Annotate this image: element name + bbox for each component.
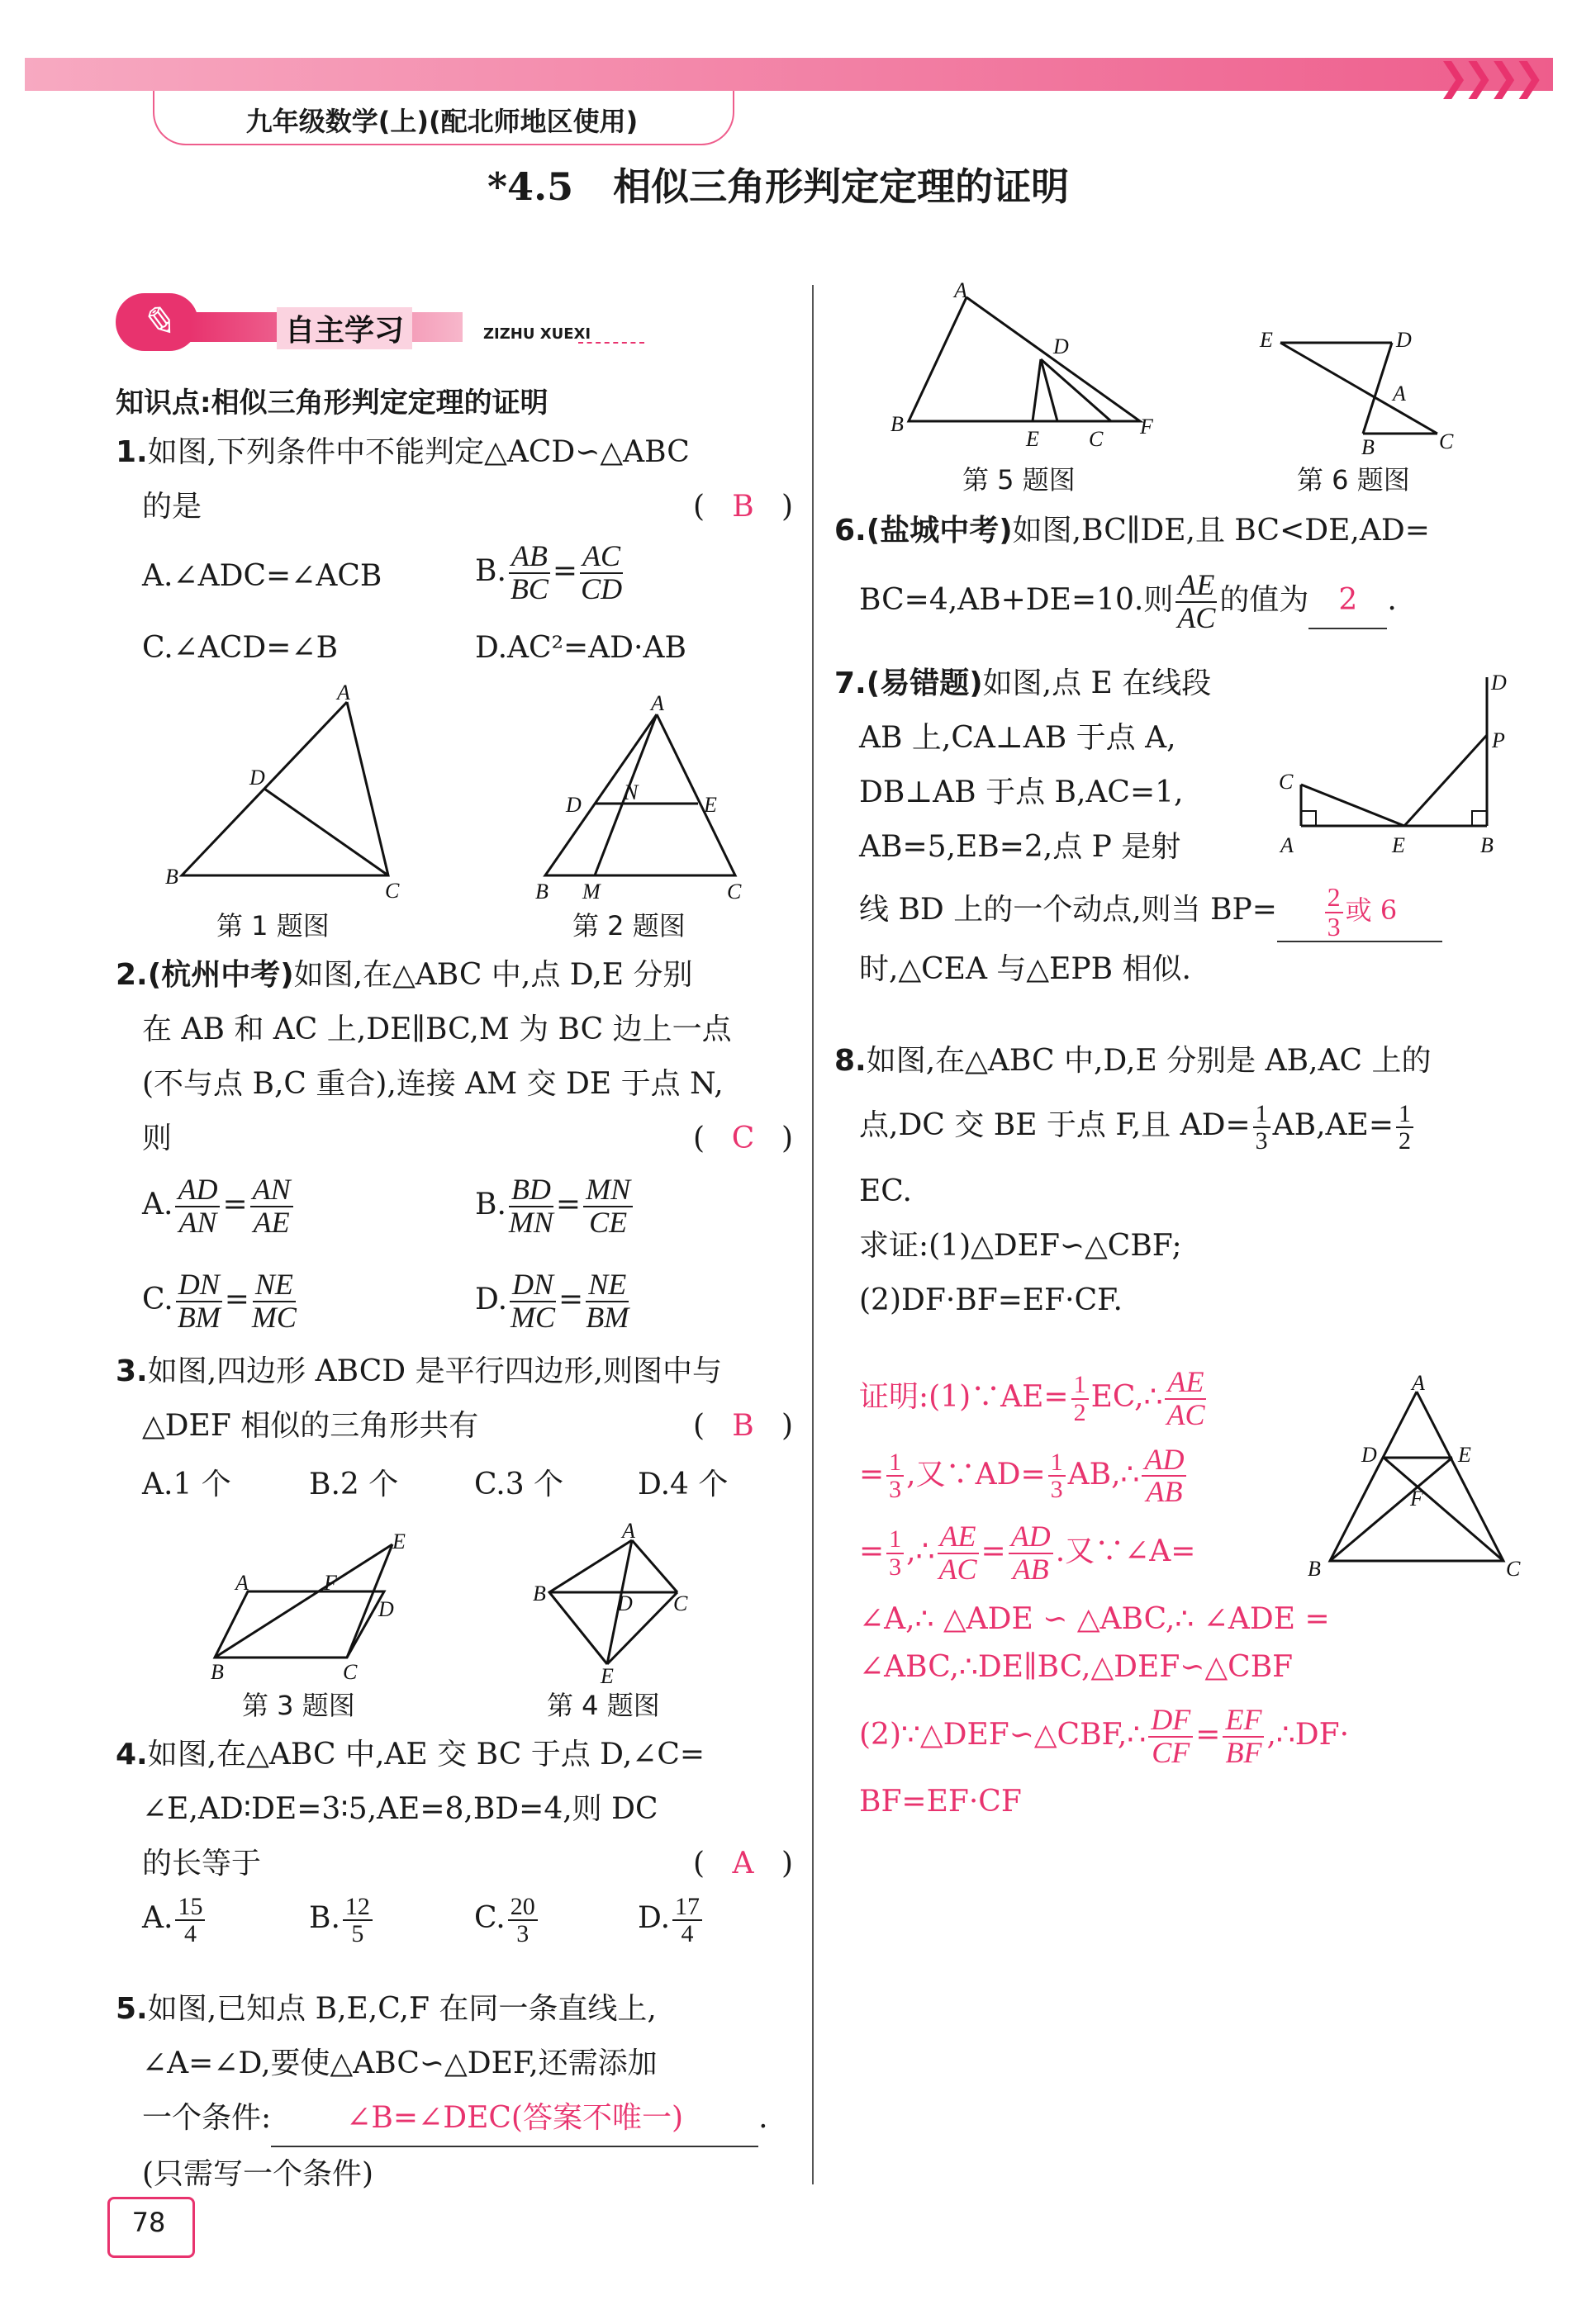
svg-text:C: C <box>343 1660 358 1681</box>
q4-option-c: C. $\frac{20}{3}$ <box>474 1891 540 1947</box>
svg-text:E: E <box>704 793 717 817</box>
figure-7 <box>1264 661 1536 867</box>
svg-text:N: N <box>624 780 639 804</box>
svg-text:A: A <box>1412 1375 1425 1395</box>
svg-text:C: C <box>1089 427 1104 451</box>
fig2-caption: 第 2 题图 <box>572 910 686 941</box>
svg-text:M: M <box>582 880 601 900</box>
answer-3: B <box>732 1409 754 1443</box>
svg-text:A: A <box>1393 382 1406 406</box>
question-3: 3.如图,四边形 ABCD 是平行四边形,则图中与 △DEF 相似的三角形共有 ( B ) <box>116 1345 793 1454</box>
page-number: 78 <box>131 2207 166 2238</box>
solution: 证明:(1)∵AE= $\frac{1}{2}$ EC,∴ $\frac{AE}{AC}$ = $\frac{1}{3}$ ,又∵AD= $\frac{1}{3}$ AB,∴ $\frac{AD}{AB}$ = $\frac{1}{3}$ ,∴ $\frac{AE}{AC}$ = $\frac{AD}{AB}$ .又∵∠A= ∠A,∴ △ADE ∽ △ABC,∴ ∠ADE = ∠ABC,∴DE∥BC,△DEF∽△CBF (2)∵△DEF∽△CBF,∴ $\frac{DF}{CF}$ = $\frac{EF}{BF}$ ,∴DF· BF=EF·CF <box>859 1365 1350 1819</box>
knowledge-point: 知识点:相似三角形判定定理的证明 <box>116 387 549 420</box>
svg-text:B: B <box>1480 833 1494 857</box>
svg-text:D: D <box>617 1591 633 1615</box>
figure-8 <box>1293 1375 1541 1590</box>
svg-text:D: D <box>1491 671 1507 695</box>
q1-option-a: A.∠ADC=∠ACB <box>142 559 382 593</box>
answer-6: 2 <box>1308 573 1387 629</box>
svg-text:A: A <box>337 681 350 704</box>
banner-title: 自主学习 <box>277 307 412 349</box>
svg-text:P: P <box>1492 728 1505 752</box>
question-5: 5.如图,已知点 B,E,C,F 在同一条直线上, ∠A=∠D,要使△ABC∽△DEF,还需添加 一个条件: ∠B=∠DEC(答案不唯一) . (只需写一个条件) <box>116 1992 768 2191</box>
svg-text:D: D <box>249 766 265 790</box>
header-arrows: ❯❯❯❯ <box>1437 55 1539 99</box>
svg-text:A: A <box>1280 833 1294 857</box>
q3-option-d: D.4 个 <box>638 1468 729 1501</box>
figure-4 <box>525 1520 706 1685</box>
q1-option-c: C.∠ACD=∠B <box>142 631 339 665</box>
svg-text:F: F <box>324 1571 337 1595</box>
svg-text:B: B <box>535 880 549 900</box>
svg-text:D: D <box>378 1597 394 1621</box>
answer-5: ∠B=∠DEC(答案不唯一) <box>271 2091 758 2147</box>
q2-option-d: D. $\frac{DN}{MC}$ = $\frac{NE}{BM}$ <box>475 1268 629 1334</box>
question-2: 2.(杭州中考)如图,在△ABC 中,点 D,E 分别 在 AB 和 AC 上,DE∥BC,M 为 BC 边上一点 (不与点 B,C 重合),连接 AM 交 DE 于点 N, 则 ( C ) <box>116 948 793 1166</box>
q1-option-d: D.AC²=AD·AB <box>475 631 686 665</box>
figure-2 <box>529 694 760 900</box>
svg-text:F: F <box>1410 1487 1423 1511</box>
book-title: 九年级数学(上)(配北师地区使用) <box>245 106 639 137</box>
svg-text:D: D <box>566 793 582 817</box>
question-1: 1.如图,下列条件中不能判定△ACD∽△ABC 的是 ( B ) <box>116 425 793 534</box>
q4-option-d: D. $\frac{17}{4}$ <box>638 1891 705 1947</box>
svg-text:A: A <box>622 1520 635 1543</box>
question-4: 4.如图,在△ABC 中,AE 交 BC 于点 D,∠C= ∠E,AD∶DE=3∶5,AE=8,BD=4,则 DC 的长等于 ( A ) <box>116 1728 793 1891</box>
header-band <box>25 58 1553 91</box>
q3-option-a: A.1 个 <box>142 1468 231 1501</box>
svg-text:E: E <box>1458 1443 1471 1467</box>
svg-text:C: C <box>1279 770 1294 794</box>
banner-pen-icon: ✎ <box>116 293 198 351</box>
section-title: *4.5 相似三角形判定定理的证明 <box>487 164 1070 209</box>
svg-text:A: A <box>235 1571 249 1595</box>
question-7: 7.(易错题)如图,点 E 在线段 AB 上,CA⊥AB 于点 A, DB⊥AB 于点 B,AC=1, AB=5,EB=2,点 P 是射 线 BD 上的一个动点,则当 BP= $\frac{2}{3}$ 或 6 时,△CEA 与△EPB 相似. <box>834 657 1545 997</box>
svg-text:E: E <box>601 1664 614 1685</box>
svg-text:E: E <box>1260 328 1273 352</box>
svg-text:C: C <box>1439 429 1454 453</box>
svg-text:A: A <box>954 281 967 302</box>
svg-text:C: C <box>727 880 742 900</box>
answer-2: C <box>731 1122 755 1155</box>
fig4-caption: 第 4 题图 <box>547 1690 660 1721</box>
q2-option-b: B. $\frac{BD}{MN}$ = $\frac{MN}{CE}$ <box>475 1174 635 1239</box>
figure-1 <box>157 681 430 904</box>
figure-5 <box>884 281 1181 454</box>
svg-text:B: B <box>165 865 178 889</box>
svg-text:B: B <box>211 1660 224 1681</box>
svg-text:D: D <box>1361 1443 1377 1467</box>
svg-text:F: F <box>1140 415 1153 439</box>
svg-text:B: B <box>890 412 904 436</box>
q4-option-b: B. $\frac{12}{5}$ <box>309 1891 375 1947</box>
answer-4: A <box>732 1847 754 1881</box>
q4-option-a: A. $\frac{15}{4}$ <box>142 1891 207 1947</box>
q1-option-b: B. $\frac{AB}{BC}$ = $\frac{AC}{CD}$ <box>475 539 623 605</box>
question-8: 8.如图,在△ABC 中,D,E 分别是 AB,AC 上的 点,DC 交 BE 于点 F,且 AD= $\frac{1}{3}$ AB,AE= $\frac{1}{2}$ EC. 求证:(1)△DEF∽△CBF; (2)DF·BF=EF·CF. <box>834 1044 1432 1317</box>
q3-option-c: C.3 个 <box>474 1468 564 1501</box>
svg-text:E: E <box>392 1532 406 1553</box>
answer-1: B <box>732 490 754 524</box>
svg-text:D: D <box>1053 334 1069 358</box>
figure-6 <box>1247 318 1495 458</box>
fig1-caption: 第 1 题图 <box>216 910 330 941</box>
svg-text:C: C <box>673 1591 688 1615</box>
q3-option-b: B.2 个 <box>309 1468 399 1501</box>
question-6: 6.(盐城中考)如图,BC∥DE,且 BC<DE,AD= BC=4,AB+DE=10.则 $\frac{AE}{AC}$ 的值为 2 . <box>834 514 1430 634</box>
svg-text:E: E <box>1392 833 1405 857</box>
svg-text:D: D <box>1396 328 1412 352</box>
svg-text:A: A <box>651 694 664 715</box>
svg-text:B: B <box>1361 435 1375 458</box>
column-divider <box>812 285 814 2184</box>
q2-option-c: C. $\frac{DN}{BM}$ = $\frac{NE}{MC}$ <box>142 1268 297 1334</box>
answer-7: $\frac{2}{3}$ 或 6 <box>1277 883 1442 942</box>
banner-arrow <box>578 342 644 344</box>
q2-option-a: A. $\frac{AD}{AN}$ = $\frac{AN}{AE}$ <box>142 1174 296 1239</box>
fig5-caption: 第 5 题图 <box>962 464 1076 496</box>
svg-text:E: E <box>1026 427 1039 451</box>
svg-text:C: C <box>385 879 400 903</box>
banner-pinyin: ZIZHU XUEXI <box>483 325 591 343</box>
svg-text:B: B <box>533 1582 546 1605</box>
svg-text:B: B <box>1308 1557 1321 1581</box>
fig6-caption: 第 6 题图 <box>1297 464 1410 496</box>
fig3-caption: 第 3 题图 <box>242 1690 355 1721</box>
svg-text:C: C <box>1506 1557 1521 1581</box>
figure-3 <box>207 1532 421 1681</box>
